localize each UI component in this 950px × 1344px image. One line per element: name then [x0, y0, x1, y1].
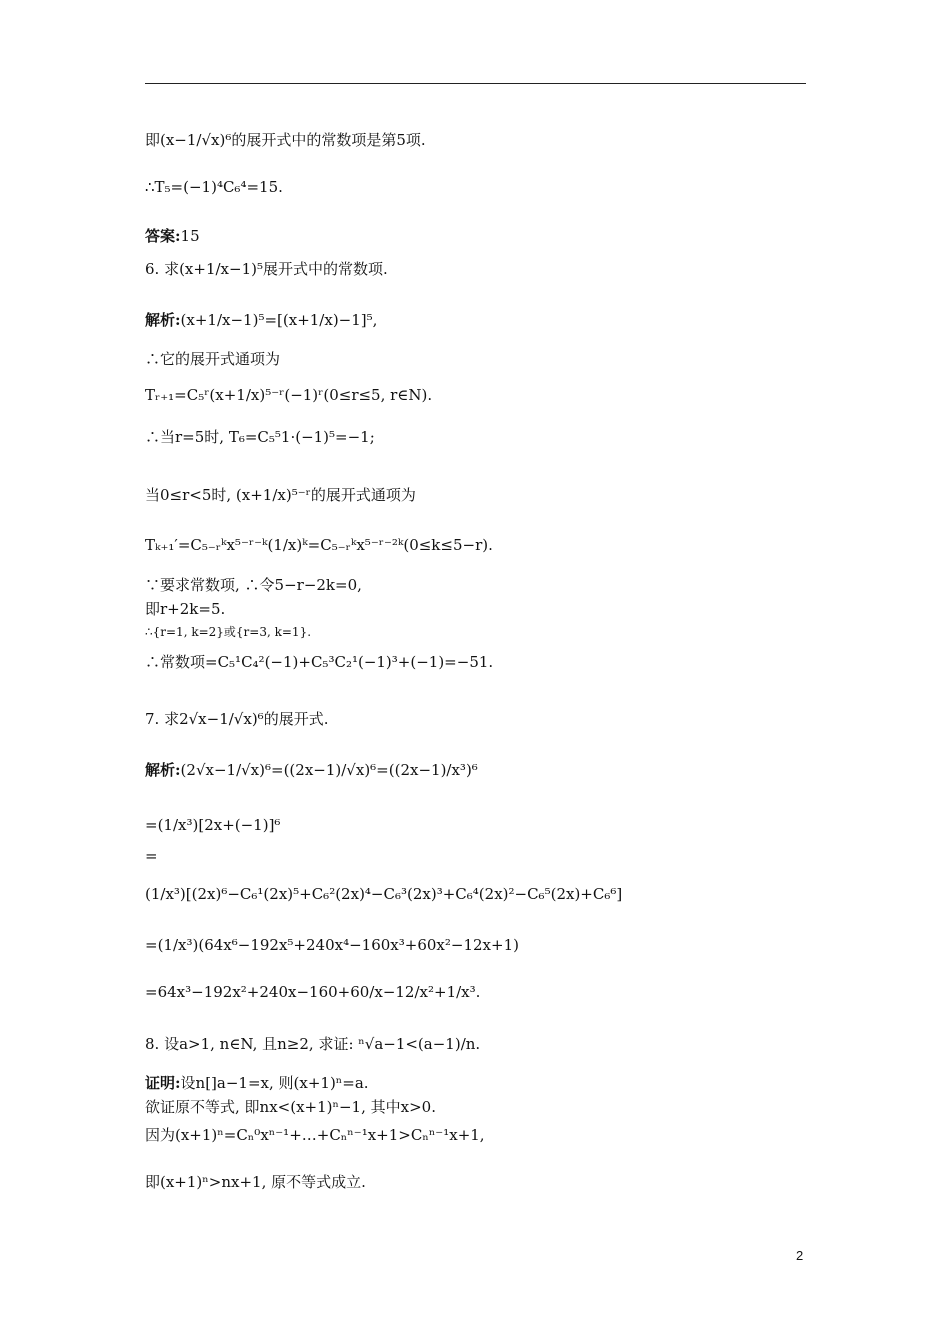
line-text: 因为(x+1)ⁿ=Cₙ⁰xⁿ⁻¹+…+Cₙⁿ⁻¹x+1>Cₙⁿ⁻¹x+1, [145, 1126, 485, 1144]
text-line-l2 [145, 180, 283, 195]
line-text: (2√x−1/√x)⁶=((2x−1)/√x)⁶=((2x−1)/x³)⁶ [180, 761, 478, 779]
text-line-l18 [145, 849, 158, 864]
text-line-l19 [145, 887, 622, 902]
line-text: 15 [180, 227, 200, 245]
text-line-l4 [145, 262, 388, 277]
line-text: Tₖ₊₁′=C₅₋ᵣᵏx⁵⁻ʳ⁻ᵏ(1/x)ᵏ=C₅₋ᵣᵏx⁵⁻ʳ⁻²ᵏ(0≤k≤5−r). [145, 536, 493, 554]
text-line-l5 [145, 313, 377, 328]
text-line-l20 [145, 938, 519, 953]
line-text: 即(x−1/√x)⁶的展开式中的常数项是第5项. [145, 131, 426, 149]
text-line-l17 [145, 818, 280, 833]
line-text: ∴{r=1, k=2}或{r=3, k=1}. [145, 625, 312, 639]
text-line-l6 [145, 352, 280, 367]
line-text: ∴T₅=(−1)⁴C₆⁴=15. [145, 178, 283, 196]
text-line-l25 [145, 1128, 485, 1143]
line-text: = [145, 847, 158, 865]
page-number: 2 [796, 1248, 804, 1263]
line-text: 即r+2k=5. [145, 600, 226, 618]
text-line-l21 [145, 985, 480, 1000]
line-text: =(1/x³)(64x⁶−192x⁵+240x⁴−160x³+60x²−12x+1) [145, 936, 519, 954]
line-text: 7. 求2√x−1/√x)⁶的展开式. [145, 710, 329, 728]
line-label: 解析: [145, 761, 181, 779]
line-text: (x+1/x−1)⁵=[(x+1/x)−1]⁵, [180, 311, 378, 329]
line-label: 解析: [145, 311, 181, 329]
line-text: ∴常数项=C₅¹C₄²(−1)+C₅³C₂¹(−1)³+(−1)=−51. [145, 653, 494, 671]
text-line-l9 [145, 488, 416, 503]
line-text: =64x³−192x²+240x−160+60/x−12/x²+1/x³. [145, 983, 481, 1001]
text-line-l23 [145, 1076, 369, 1091]
line-text: Tᵣ₊₁=C₅ʳ(x+1/x)⁵⁻ʳ(−1)ʳ(0≤r≤5, r∈N). [145, 386, 433, 404]
text-line-l10 [145, 538, 493, 553]
line-text: 6. 求(x+1/x−1)⁵展开式中的常数项. [145, 260, 388, 278]
line-text: ∴当r=5时, T₆=C₅⁵1·(−1)⁵=−1; [145, 428, 375, 446]
line-text: 8. 设a>1, n∈N, 且n≥2, 求证: ⁿ√a−1<(a−1)/n. [145, 1035, 481, 1053]
text-line-l26 [145, 1175, 366, 1190]
text-line-l1 [145, 133, 426, 148]
line-text: ∴它的展开式通项为 [145, 350, 281, 368]
text-line-l3 [145, 229, 200, 244]
line-text: 即(x+1)ⁿ>nx+1, 原不等式成立. [145, 1173, 366, 1191]
line-text: ∵要求常数项, ∴令5−r−2k=0, [145, 576, 362, 594]
text-line-l13 [145, 626, 311, 638]
text-line-l16 [145, 763, 478, 778]
line-label: 答案: [145, 227, 181, 245]
text-line-l12 [145, 602, 225, 617]
text-line-l22 [145, 1037, 480, 1052]
text-line-l14 [145, 655, 493, 670]
header-rule [145, 83, 806, 84]
line-text: =(1/x³)[2x+(−1)]⁶ [145, 816, 281, 834]
text-line-l7 [145, 388, 432, 403]
line-text: 欲证原不等式, 即nx<(x+1)ⁿ−1, 其中x>0. [145, 1098, 436, 1116]
line-label: 证明: [145, 1074, 181, 1092]
line-text: 当0≤r<5时, (x+1/x)⁵⁻ʳ的展开式通项为 [145, 486, 416, 504]
text-line-l8 [145, 430, 375, 445]
line-text: 设n[]a−1=x, 则(x+1)ⁿ=a. [180, 1074, 369, 1092]
text-line-l11 [145, 578, 362, 593]
line-text: (1/x³)[(2x)⁶−C₆¹(2x)⁵+C₆²(2x)⁴−C₆³(2x)³+C₆⁴(2x)²−C₆⁵(2x)+C₆⁶] [145, 885, 623, 903]
text-line-l15 [145, 712, 328, 727]
text-line-l24 [145, 1100, 436, 1115]
